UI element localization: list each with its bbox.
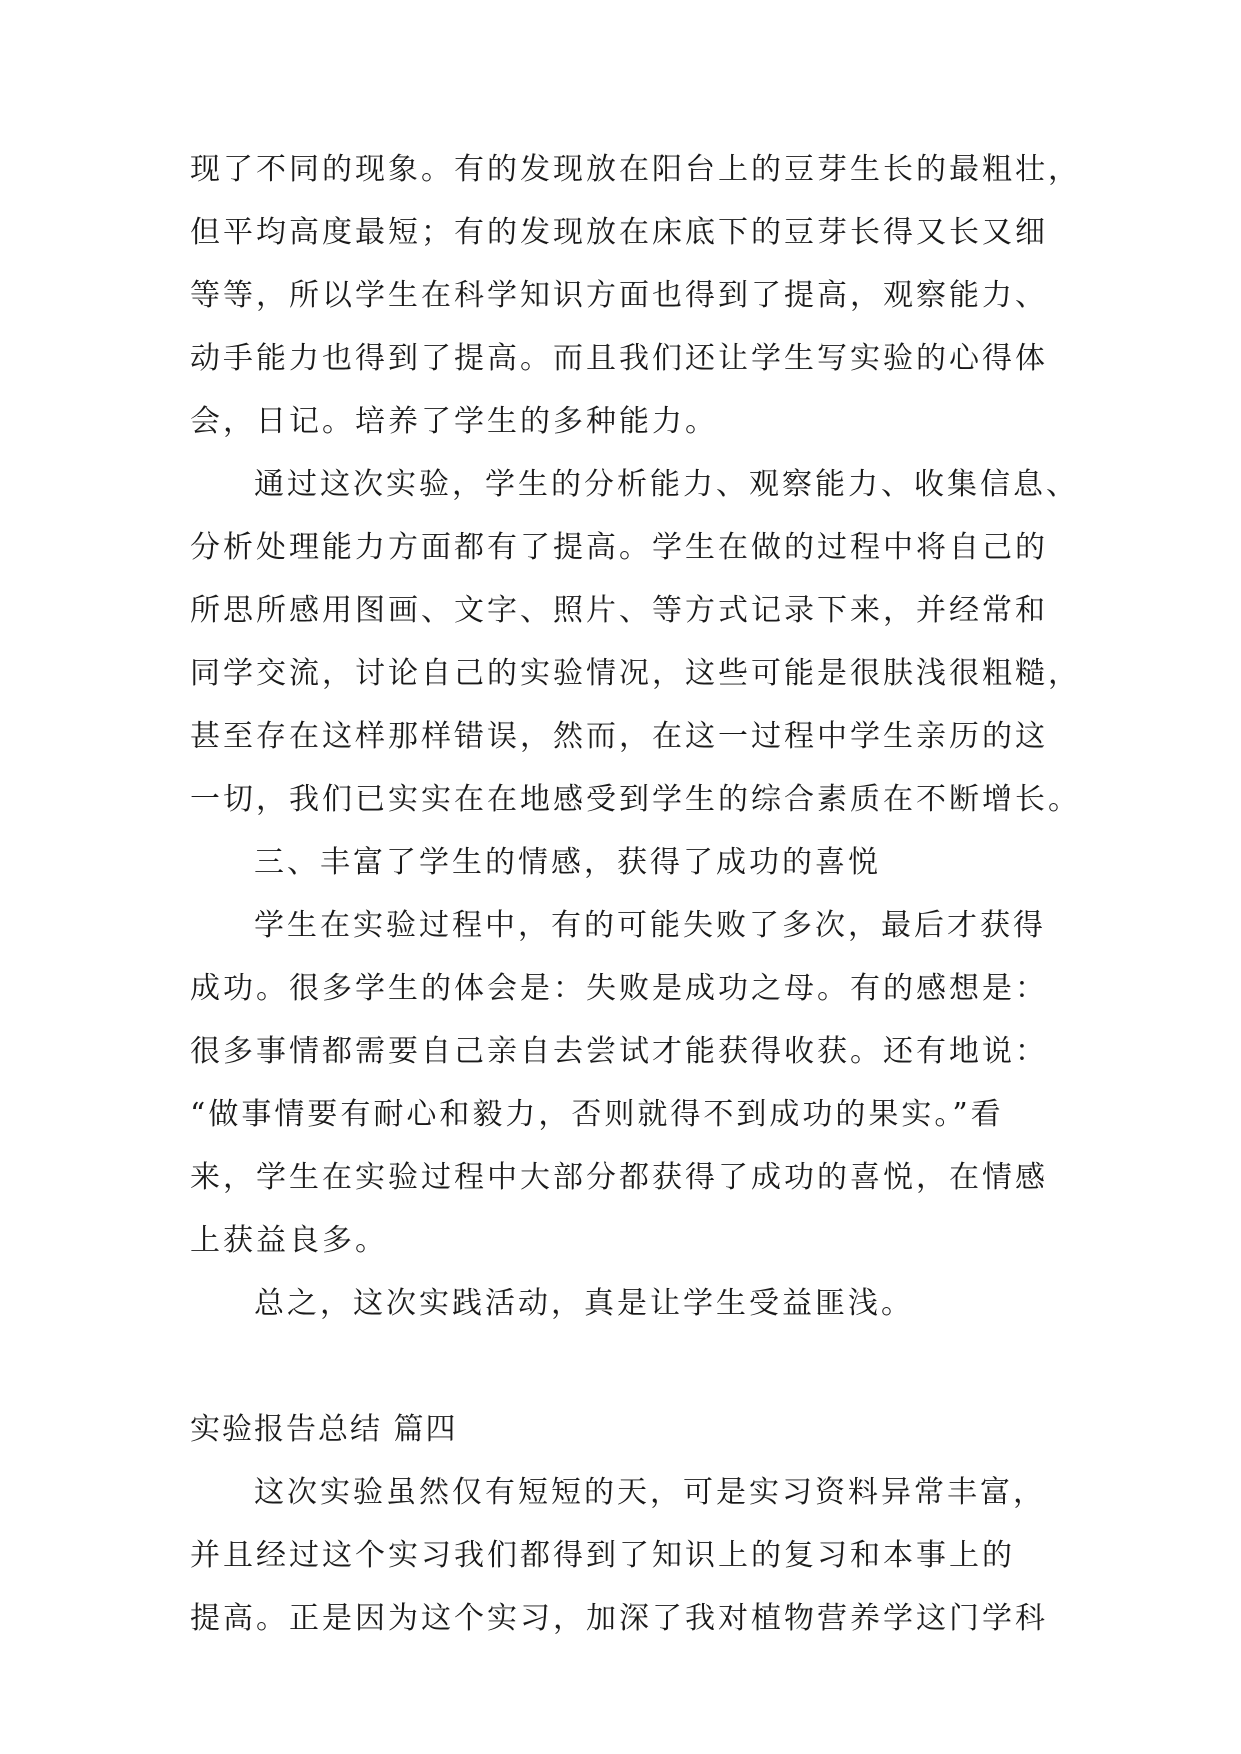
paragraph-line: 并且经过这个实习我们都得到了知识上的复习和本事上的: [190, 1538, 1015, 1573]
paragraph-line: 这次实验虽然仅有短短的天，可是实习资料异常丰富，: [254, 1475, 1046, 1510]
paragraph-line: 很多事情都需要自己亲自去尝试才能获得收获。还有地说：: [190, 1034, 1048, 1069]
paragraph-line: 分析处理能力方面都有了提高。学生在做的过程中将自己的: [190, 530, 1048, 565]
paragraph-line: 总之，这次实践活动，真是让学生受益匪浅。: [254, 1286, 914, 1321]
paragraph-line: 等等，所以学生在科学知识方面也得到了提高，观察能力、: [190, 278, 1048, 313]
paragraph-line: 同学交流，讨论自己的实验情况，这些可能是很肤浅很粗糙，: [190, 656, 1081, 691]
section-heading: 三、丰富了学生的情感，获得了成功的喜悦: [254, 845, 881, 880]
paragraph-line: 学生在实验过程中，有的可能失败了多次，最后才获得: [254, 908, 1046, 943]
paragraph-line: “做事情要有耐心和毅力，否则就得不到成功的果实。”看: [190, 1097, 1004, 1132]
paragraph-line: 成功。很多学生的体会是：失败是成功之母。有的感想是：: [190, 971, 1048, 1006]
section-title: 实验报告总结 篇四: [190, 1412, 458, 1447]
paragraph-line: 所思所感用图画、文字、照片、等方式记录下来，并经常和: [190, 593, 1048, 628]
paragraph-line: 上获益良多。: [190, 1223, 388, 1258]
paragraph-line: 但平均高度最短；有的发现放在床底下的豆芽长得又长又细: [190, 215, 1048, 250]
paragraph-line: 会，日记。培养了学生的多种能力。: [190, 404, 718, 439]
paragraph-line: 现了不同的现象。有的发现放在阳台上的豆芽生长的最粗壮，: [190, 152, 1081, 187]
paragraph-line: 动手能力也得到了提高。而且我们还让学生写实验的心得体: [190, 341, 1048, 376]
paragraph-line: 来，学生在实验过程中大部分都获得了成功的喜悦，在情感: [190, 1160, 1048, 1195]
paragraph-line: 通过这次实验，学生的分析能力、观察能力、收集信息、: [254, 467, 1079, 502]
paragraph-line: 甚至存在这样那样错误，然而，在这一过程中学生亲历的这: [190, 719, 1048, 754]
paragraph-line: 提高。正是因为这个实习，加深了我对植物营养学这门学科: [190, 1601, 1048, 1636]
paragraph-line: 一切，我们已实实在在地感受到学生的综合素质在不断增长。: [190, 782, 1081, 817]
